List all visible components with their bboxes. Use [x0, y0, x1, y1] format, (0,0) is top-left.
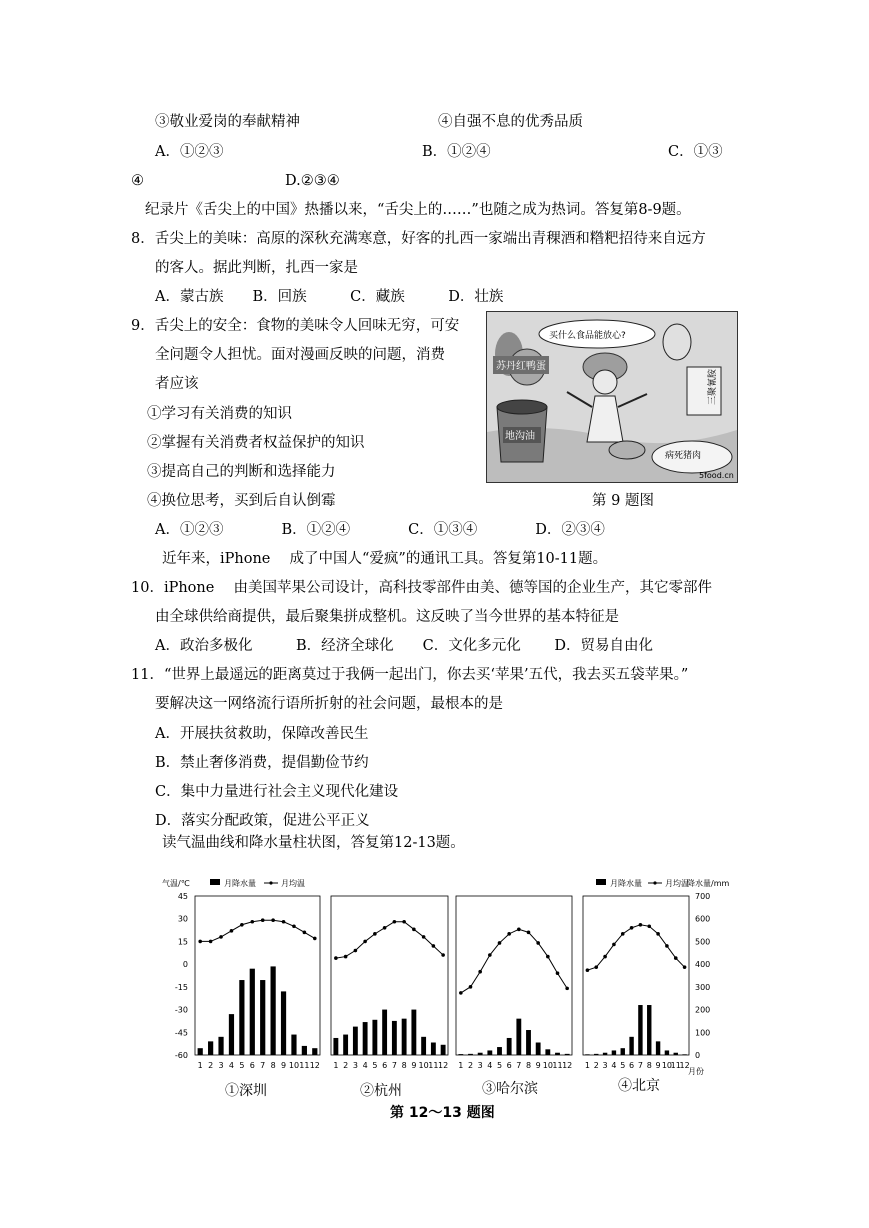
legend-bar-swatch-right	[596, 879, 606, 885]
month-tick-label: 9	[411, 1061, 417, 1070]
climate-panel	[583, 896, 690, 1070]
city-label-hangzhou: ②杭州	[360, 1083, 402, 1099]
temp-point	[621, 932, 625, 936]
month-tick-label: 7	[516, 1061, 522, 1070]
temp-point	[546, 955, 550, 959]
month-tick-label: 11	[552, 1061, 563, 1070]
temp-point	[303, 931, 307, 935]
month-tick-label: 1	[197, 1061, 203, 1070]
cartoon-svg	[487, 312, 737, 482]
precip-bar	[565, 1054, 570, 1055]
q9-opt3: ③提高自己的判断和选择能力	[147, 464, 336, 480]
precip-bar	[431, 1043, 436, 1055]
month-tick-label: 4	[487, 1061, 493, 1070]
precip-bar	[402, 1019, 407, 1055]
month-tick-label: 10	[542, 1061, 553, 1070]
precip-bar	[656, 1041, 660, 1055]
legend-precip-right: 月降水量	[610, 879, 642, 888]
temp-point	[240, 923, 244, 927]
temp-tick-label: 30	[177, 914, 188, 924]
option-line-3: ③敬业爱岗的奉献精神	[155, 114, 300, 130]
month-tick-label: 7	[637, 1061, 643, 1070]
precip-bar	[536, 1043, 541, 1055]
precip-bar	[291, 1035, 296, 1055]
month-tick-label: 3	[602, 1061, 608, 1070]
month-tick-label: 12	[562, 1061, 573, 1070]
precip-bar	[526, 1030, 531, 1055]
temp-point	[412, 928, 416, 932]
precip-tick-label: 100	[695, 1028, 711, 1038]
temp-point	[422, 935, 426, 939]
temp-point	[344, 955, 348, 959]
precip-bar	[421, 1037, 426, 1055]
city-label-shenzhen: ①深圳	[225, 1083, 267, 1099]
precip-tick-label: 400	[695, 960, 711, 970]
panel-frame	[195, 896, 320, 1055]
month-tick-label: 8	[646, 1061, 652, 1070]
temp-point	[230, 929, 234, 933]
month-tick-label: 9	[280, 1061, 287, 1070]
month-tick-label: 5	[496, 1061, 503, 1070]
precip-bar	[603, 1053, 607, 1055]
climate-charts	[160, 872, 730, 1104]
site-mark: 5food.cn	[699, 471, 734, 480]
month-tick-label: 5	[239, 1061, 245, 1070]
q8-line1: 8．舌尖上的美味：高原的深秋充满寒意，好客的扎西一家端出青稞酒和糌粑招待来自远方	[131, 231, 706, 247]
legend-bar-swatch	[210, 879, 220, 885]
precip-bar	[441, 1045, 446, 1055]
y-left-label: 气温/℃	[162, 879, 190, 888]
temp-point	[282, 920, 286, 924]
q9-line1: 9．舌尖上的安全：食物的美味令人回味无穷，可安	[131, 318, 460, 334]
food-safety-cartoon	[486, 311, 738, 483]
climate-chart-figure	[160, 872, 730, 1104]
precip-tick-label: 0	[695, 1051, 701, 1060]
precip-bar	[302, 1046, 307, 1055]
precip-bar	[585, 1054, 589, 1055]
precip-bar	[594, 1054, 598, 1055]
legend-precip-left: 月降水量	[224, 879, 256, 888]
precip-bar	[271, 966, 276, 1055]
month-tick-label: 1	[458, 1061, 464, 1070]
tag-sick-pork: 病死猪肉	[665, 451, 702, 461]
temp-point	[432, 944, 436, 948]
precip-bar	[458, 1054, 463, 1055]
temp-point	[198, 940, 202, 944]
month-unit: 月份	[688, 1067, 704, 1076]
climate-panel	[195, 896, 320, 1070]
temp-point	[683, 965, 687, 969]
precip-tick-label: 700	[695, 892, 711, 901]
q11-option-d: D．落实分配政策，促进公平正义	[155, 813, 370, 829]
choice-a: A．①②③	[155, 144, 224, 160]
precip-bar	[353, 1027, 358, 1055]
temp-point	[219, 935, 223, 939]
q9-caption: 第 9 题图	[592, 493, 654, 509]
temp-point	[393, 920, 397, 924]
month-tick-label: 2	[208, 1061, 214, 1070]
precip-bar	[507, 1038, 512, 1055]
temp-tick-label: 0	[182, 960, 188, 970]
precip-bar	[545, 1049, 550, 1055]
month-tick-label: 5	[620, 1061, 626, 1070]
temp-point	[507, 932, 511, 936]
temp-point	[647, 924, 651, 928]
q11-line2: 要解决这一网络流行语所折射的社会问题，最根本的是	[155, 696, 503, 712]
temp-point	[313, 937, 317, 941]
temp-point	[498, 941, 502, 945]
month-tick-label: 11	[428, 1061, 439, 1070]
temp-point	[594, 965, 598, 969]
temp-point	[488, 953, 492, 957]
temp-point	[354, 949, 358, 953]
q9-opt4: ④换位思考，买到后自认倒霉	[147, 493, 336, 509]
month-tick-label: 9	[535, 1061, 541, 1070]
month-tick-label: 12	[679, 1061, 690, 1070]
month-tick-label: 6	[382, 1061, 388, 1070]
temp-point	[469, 985, 473, 989]
temp-point	[261, 918, 265, 922]
temp-tick-label: -30	[174, 1005, 188, 1015]
q11-option-b: B．禁止奢侈消费，提倡勤俭节约	[155, 755, 369, 771]
precip-tick-label: 300	[695, 982, 711, 992]
month-tick-label: 8	[270, 1061, 276, 1070]
temp-point	[383, 926, 387, 930]
city-label-harbin: ③哈尔滨	[482, 1081, 538, 1097]
precip-bar	[392, 1021, 397, 1055]
temp-tick-label: 45	[177, 892, 188, 901]
precip-bar	[665, 1050, 669, 1055]
choice-b: B．①②④	[422, 144, 491, 160]
temp-point	[639, 923, 643, 927]
month-tick-label: 1	[584, 1061, 590, 1070]
precip-bar	[260, 980, 265, 1055]
temp-point	[527, 931, 531, 935]
tag-gutter-oil: 地沟油	[505, 431, 535, 442]
precip-bar	[638, 1005, 642, 1055]
q8-line2: 的客人。据此判断，扎西一家是	[155, 260, 358, 276]
precip-bar	[516, 1019, 521, 1055]
month-tick-label: 12	[438, 1061, 449, 1070]
q9-opt1: ①学习有关消费的知识	[147, 406, 292, 422]
q11-option-a: A．开展扶贫救助，保障改善民生	[155, 726, 369, 742]
month-tick-label: 8	[525, 1061, 532, 1070]
temp-tick-label: 15	[177, 937, 188, 947]
temp-point	[441, 953, 445, 957]
month-tick-label: 12	[309, 1061, 320, 1070]
panel-frame	[456, 896, 572, 1055]
legend-dot-right	[653, 881, 656, 884]
q11-line1: 11．“世界上最遥远的距离莫过于我俩一起出门，你去买‘苹果’五代，我去买五袋苹果。”	[131, 667, 689, 683]
month-tick-label: 4	[228, 1061, 235, 1070]
precip-bar	[343, 1035, 348, 1055]
temp-point	[630, 926, 634, 930]
temp-point	[586, 968, 590, 972]
precip-bar	[281, 991, 286, 1055]
panel-frame	[583, 896, 689, 1055]
precip-tick-label: 200	[695, 1005, 711, 1015]
precip-bar	[621, 1048, 625, 1055]
precip-bar	[647, 1005, 651, 1055]
precip-bar	[468, 1054, 473, 1055]
month-tick-label: 2	[343, 1061, 349, 1070]
precip-bar	[487, 1050, 492, 1055]
precip-bar	[198, 1048, 203, 1055]
precip-bar	[229, 1014, 234, 1055]
choice-c: C．①③	[668, 144, 723, 160]
precip-bar	[629, 1037, 633, 1055]
precip-bar	[411, 1010, 416, 1055]
temp-point	[674, 956, 678, 960]
month-tick-label: 7	[391, 1061, 397, 1070]
temp-point	[271, 918, 275, 922]
temp-tick-label: -45	[174, 1028, 188, 1038]
q9-line3: 者应该	[155, 376, 199, 392]
month-tick-label: 10	[418, 1061, 429, 1070]
temp-point	[250, 920, 254, 924]
month-tick-label: 9	[655, 1061, 661, 1070]
figure-title: 第 12～13 题图	[390, 1105, 495, 1121]
q11-option-c: C．集中力量进行社会主义现代化建设	[155, 784, 399, 800]
temp-point	[565, 987, 569, 991]
temp-point	[373, 932, 377, 936]
month-tick-label: 3	[218, 1061, 224, 1070]
month-tick-label: 4	[362, 1061, 368, 1070]
precip-bar	[478, 1053, 483, 1055]
legend-temp-right: 月均温	[665, 879, 689, 888]
temp-point	[536, 941, 540, 945]
month-tick-label: 8	[401, 1061, 407, 1070]
temp-point	[402, 920, 406, 924]
temp-point	[603, 955, 607, 959]
month-tick-label: 6	[249, 1061, 255, 1070]
temp-tick-label: -60	[174, 1051, 188, 1060]
precip-bar	[612, 1050, 616, 1055]
month-tick-label: 5	[372, 1061, 378, 1070]
q10-line2: 由全球供给商提供，最后聚集拼成整机。这反映了当今世界的基本特征是	[155, 609, 619, 625]
month-tick-label: 4	[611, 1061, 617, 1070]
temp-point	[612, 943, 616, 947]
precip-bar	[218, 1037, 223, 1055]
precip-bar	[333, 1038, 338, 1055]
q9-options: A．①②③ B．①②④ C．①③④ D．②③④	[155, 522, 605, 538]
precip-bar	[555, 1053, 560, 1055]
temp-point	[665, 944, 669, 948]
precip-bar	[208, 1041, 213, 1055]
speech-bubble: 买什么食品能放心?	[549, 331, 626, 341]
q10-line1: 10．iPhone 由美国苹果公司设计，高科技零部件由美、德等国的企业生产，其它零部件	[131, 580, 712, 596]
temp-point	[478, 970, 482, 974]
precip-tick-label: 600	[695, 914, 711, 924]
tag-melamine: 三聚氰胺	[708, 368, 718, 405]
climate-panel	[331, 896, 448, 1070]
temp-point	[517, 928, 521, 932]
option-line-4: ④自强不息的优秀品质	[438, 114, 583, 130]
month-tick-label: 7	[260, 1061, 266, 1070]
panel-frame	[331, 896, 448, 1055]
precip-tick-label: 500	[695, 937, 711, 947]
precip-bar	[363, 1022, 368, 1055]
precip-bar	[674, 1053, 678, 1055]
temp-tick-label: -15	[174, 982, 188, 992]
choice-d: D.②③④	[285, 173, 340, 189]
temp-point	[459, 991, 463, 995]
choice-c-cont: ④	[131, 173, 144, 189]
precip-bar	[372, 1020, 377, 1055]
temp-point	[363, 940, 367, 944]
q9-opt2: ②掌握有关消费者权益保护的知识	[147, 435, 365, 451]
month-tick-label: 11	[299, 1061, 310, 1070]
precip-bar	[682, 1054, 686, 1055]
legend-temp-left: 月均温	[281, 879, 305, 888]
month-tick-label: 10	[288, 1061, 300, 1070]
month-tick-label: 3	[477, 1061, 483, 1070]
temp-point	[209, 940, 213, 944]
temp-point	[656, 932, 660, 936]
temp-point	[292, 924, 296, 928]
temp-point	[334, 956, 338, 960]
precip-bar	[382, 1010, 387, 1055]
temp-point	[556, 971, 560, 975]
q8-options: A．蒙古族 B．回族 C．藏族 D．壮族	[155, 289, 504, 305]
intro-12-13: 读气温曲线和降水量柱状图，答复第12-13题。	[162, 835, 465, 851]
intro-8-9: 纪录片《舌尖上的中国》热播以来，“舌尖上的……”也随之成为热词。答复第8-9题。	[145, 202, 691, 218]
precip-bar	[250, 969, 255, 1055]
climate-panel	[456, 896, 572, 1070]
month-tick-label: 10	[661, 1061, 673, 1070]
month-tick-label: 11	[670, 1061, 681, 1070]
month-tick-label: 2	[593, 1061, 599, 1070]
month-tick-label: 3	[352, 1061, 358, 1070]
precip-bar	[497, 1047, 502, 1055]
precip-bar	[239, 980, 244, 1055]
month-tick-label: 2	[467, 1061, 474, 1070]
legend-dot	[269, 881, 272, 884]
precip-bar	[312, 1048, 317, 1055]
y-right-label: 降水量/mm	[687, 879, 730, 888]
month-tick-label: 6	[506, 1061, 512, 1070]
month-tick-label: 6	[629, 1061, 635, 1070]
q10-options: A．政治多极化 B．经济全球化 C．文化多元化 D．贸易自由化	[155, 638, 653, 654]
month-tick-label: 1	[333, 1061, 339, 1070]
city-label-beijing: ④北京	[618, 1078, 660, 1094]
intro-10-11: 近年来，iPhone 成了中国人“爱疯”的通讯工具。答复第10-11题。	[162, 551, 608, 567]
tag-sudan-red: 苏丹红鸭蛋	[496, 361, 546, 372]
q9-line2: 全问题令人担忧。面对漫画反映的问题，消费	[155, 347, 445, 363]
